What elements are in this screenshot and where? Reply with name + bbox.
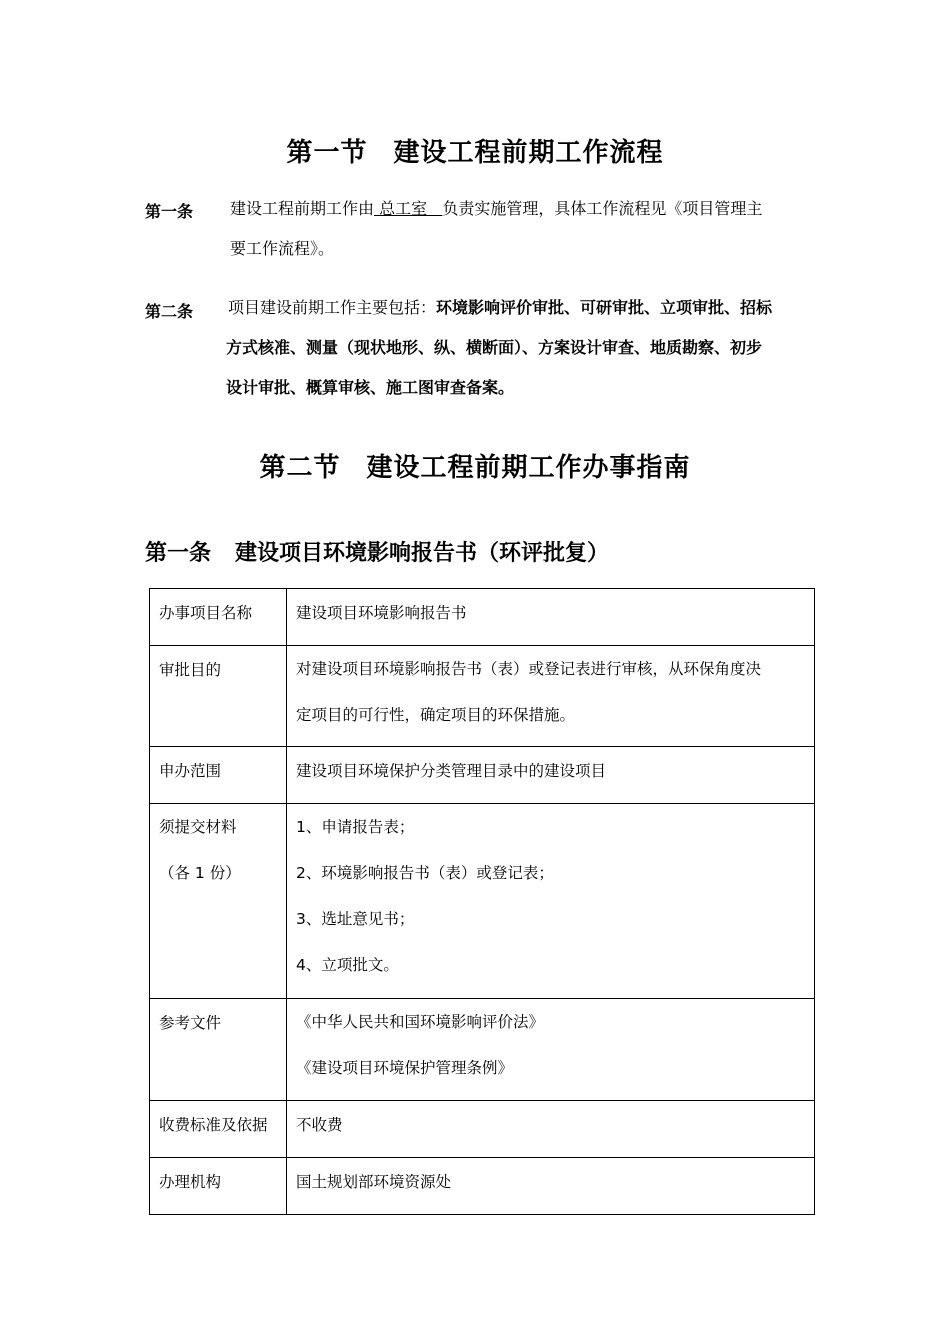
section2-number: 第二节	[259, 453, 341, 483]
row-value: 建设项目环境保护分类管理目录中的建设项目	[287, 747, 815, 804]
row-key	[150, 804, 287, 999]
article1-text-line2: 要工作流程》。	[230, 239, 335, 258]
article1-text-pre: 建设工程前期工作由	[230, 199, 375, 218]
article2-items-line2: 方式核准、测量（现状地形、纵、横断面）、方案设计审查、地质勘察、初步	[226, 338, 763, 357]
value-line: 2、环境影响报告书（表）或登记表；	[296, 864, 554, 882]
row-value	[287, 999, 815, 1101]
value-line: 1、申请报告表；	[296, 818, 415, 836]
article1-text-post: 负责实施管理，具体工作流程见《项目管理主	[442, 199, 763, 218]
table-row	[150, 747, 815, 804]
value-line: 3、选址意见书；	[296, 910, 415, 928]
article1-label: 第一条	[145, 202, 194, 221]
section2-title	[0, 447, 950, 484]
article1-body	[230, 192, 820, 266]
section1-title	[0, 132, 950, 169]
value-line: 《建设项目环境保护管理条例》	[296, 1059, 514, 1077]
table-row	[150, 999, 815, 1101]
row-key: 收费标准及依据	[150, 1101, 287, 1158]
row-key: 申办范围	[150, 747, 287, 804]
section2-heading: 建设工程前期工作办事指南	[366, 453, 691, 483]
row-key: 办理机构	[150, 1158, 287, 1215]
value-line: 定项目的可行性，确定项目的环保措施。	[296, 706, 576, 724]
article2-items-line3: 设计审批、概算审核、施工图审查备案。	[226, 378, 515, 397]
article1-responsible-dept: 总工室	[374, 199, 443, 218]
value-line: 4、立项批文。	[296, 956, 399, 974]
article2-text-pre: 项目建设前期工作主要包括：	[228, 298, 437, 317]
table-row	[150, 1101, 815, 1158]
value-line: 《中华人民共和国环境影响评价法》	[296, 1013, 545, 1031]
row-key: 办事项目名称	[150, 589, 287, 646]
table-row	[150, 646, 815, 747]
guide-table	[149, 588, 815, 1215]
article2-label: 第二条	[145, 302, 194, 321]
key-line: （各 1 份）	[159, 864, 241, 882]
section1-number: 第一节	[286, 138, 368, 168]
table-row	[150, 804, 815, 999]
row-value: 不收费	[287, 1101, 815, 1158]
row-value: 建设项目环境影响报告书	[287, 589, 815, 646]
article2-body	[228, 291, 818, 405]
article-heading	[145, 536, 609, 567]
value-line: 对建设项目环境影响报告书（表）或登记表进行审核，从环保角度决	[296, 660, 762, 678]
key-line: 须提交材料	[159, 818, 237, 836]
row-key: 审批目的	[150, 646, 287, 747]
article-heading-text: 建设项目环境影响报告书（环评批复）	[235, 541, 610, 566]
article-heading-label: 第一条	[145, 541, 212, 566]
table-row	[150, 1158, 815, 1215]
row-value: 国土规划部环境资源处	[287, 1158, 815, 1215]
article2-items-line1: 环境影响评价审批、可研审批、立项审批、招标	[436, 298, 773, 317]
row-value	[287, 646, 815, 747]
section1-heading: 建设工程前期工作流程	[393, 138, 664, 168]
row-key: 参考文件	[150, 999, 287, 1101]
table-row	[150, 589, 815, 646]
row-value	[287, 804, 815, 999]
